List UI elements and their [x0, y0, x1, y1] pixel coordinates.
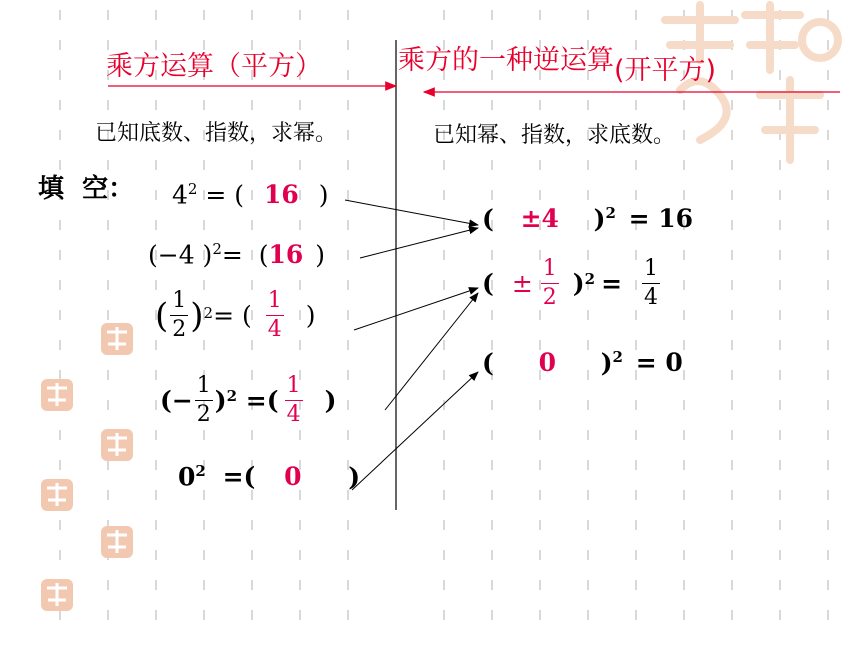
equation-2: [148, 240, 325, 269]
eq4-exp: 2: [226, 387, 238, 405]
right-equation-1: ( ±4 )$^2$ = 16: [482, 204, 694, 234]
eq2-answer: 16: [268, 240, 304, 270]
eq5-base: 0: [178, 462, 196, 492]
eq4-fraction: $\frac{1}{2}$: [196, 373, 211, 427]
connector-line: [385, 293, 478, 410]
eq1-exp: 2: [187, 180, 198, 198]
r3-exp: 2: [612, 348, 623, 366]
equation-4: ( − $\frac{1}{2}$ ) 2 =( $\frac{1}{4}$ ): [160, 373, 337, 427]
left-description: 已知底数、指数，求幂。: [95, 121, 338, 146]
right-title-main: 乘方的一种逆运算: [398, 45, 614, 76]
eq4-answer: $\frac{1}{4}$: [286, 373, 301, 427]
eq3-close: ): [305, 301, 316, 330]
eq1-base: 4: [172, 180, 188, 210]
eq2-exp: 2: [212, 240, 222, 258]
connector-line: [354, 288, 478, 330]
eq5-close: ): [348, 462, 361, 492]
connector-line: [352, 372, 478, 490]
r2-eq: =: [601, 269, 623, 298]
eq3-exp: 2: [203, 304, 214, 322]
connector-line: [345, 200, 478, 225]
eq1-close: ): [318, 180, 329, 210]
equation-3: ( $\frac{1}{2}$ ) 2 = ( $\frac{1}{4}$ ): [155, 288, 316, 342]
r1-answer: ±4: [520, 204, 559, 234]
right-title: [398, 38, 717, 86]
right-title-paren: (开平方): [614, 55, 717, 86]
r2-pm: ±: [511, 269, 533, 298]
left-title: 乘方运算（平方）: [106, 51, 322, 82]
r2-result: $\frac{1}{4}$: [644, 256, 659, 310]
equation-5: [178, 462, 360, 491]
right-equation-3: ( 0 )$^2$ = 0: [482, 348, 683, 378]
eq5-answer: 0: [284, 462, 302, 492]
eq1-mid: = (: [197, 180, 245, 210]
eq3-answer: $\frac{1}{4}$: [267, 288, 282, 342]
r1-exp: 2: [605, 204, 616, 222]
eq4-sign: −: [171, 386, 193, 415]
eq4-close: ): [324, 386, 337, 415]
r1-result: = 16: [628, 204, 694, 234]
r3-result: = 0: [635, 348, 683, 378]
r2-answer: $\frac{1}{2}$: [542, 256, 557, 310]
eq2-close: ): [315, 240, 326, 270]
eq2-mid: = (: [221, 240, 269, 270]
r3-answer: 0: [538, 348, 556, 378]
right-equation-2: ( ± $\frac{1}{2}$ ) 2 = $\frac{1}{4}$: [482, 256, 659, 310]
equation-1: [172, 180, 329, 209]
r2-exp: 2: [584, 270, 596, 288]
fill-in-label: 填 空：: [38, 174, 135, 204]
eq4-mid: =(: [237, 386, 279, 415]
eq5-mid: =(: [222, 462, 256, 492]
eq3-mid: = (: [213, 301, 252, 330]
eq5-exp: 2: [195, 462, 206, 480]
eq1-answer: 16: [264, 180, 299, 210]
right-description: 已知幂、指数，求底数。: [433, 123, 676, 148]
connector-line: [360, 228, 478, 258]
eq3-fraction: $\frac{1}{2}$: [172, 288, 187, 342]
eq2-base: (−4 ): [148, 240, 213, 270]
